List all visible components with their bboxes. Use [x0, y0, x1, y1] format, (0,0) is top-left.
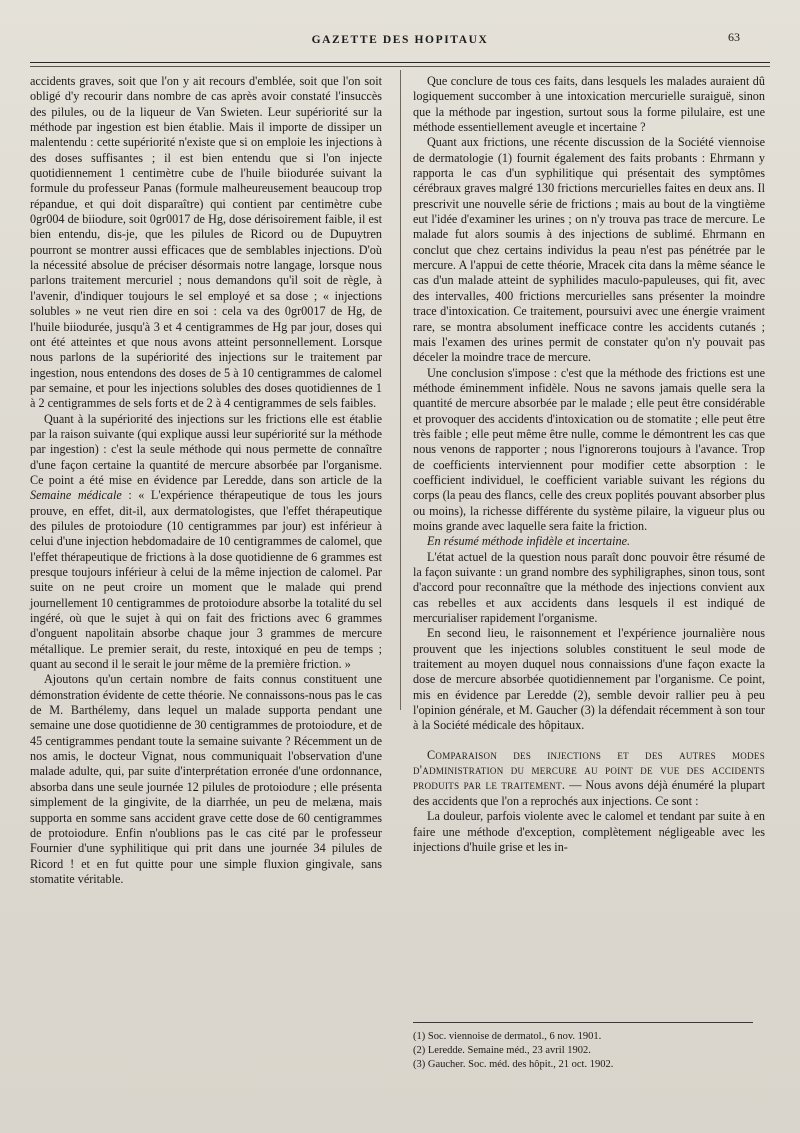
page-header	[0, 28, 800, 52]
footnote: (2) Leredde. Semaine méd., 23 avril 1902.	[413, 1045, 591, 1056]
column-separator	[400, 70, 401, 710]
footnote-rule	[413, 1022, 753, 1023]
paragraph-text: — Nous avons déjà énuméré la plupart des accidents que l'on a reprochés aux injections. Ce sont :	[413, 778, 765, 808]
paragraph: En second lieu, le raisonnement et l'expérience journalière nous prouvent que les injections solubles constituent le seul mode de traitement au moyen duquel nous connaissions d'une façon exacte la dose de mercure absorbée quotidiennement par l'organisme. Ce point, mis en évidence par Leredde (2), semble devoir rallier peu à peu l'opinion générale, et M. Gaucher (3) la défendait récemment à son tour à la Société médicale des hôpitaux.	[413, 626, 765, 733]
journal-reference: Semaine médicale	[30, 488, 122, 503]
footnotes	[413, 1030, 763, 1072]
header-rule	[30, 62, 770, 63]
right-column	[413, 74, 765, 855]
paragraph: La douleur, parfois violente avec le calomel et tendant par suite à en faire une méthode d'exception, complètement négligeable avec les injections d'huile grise et les in-	[413, 809, 765, 854]
summary-line: En résumé méthode infidèle et incertaine.	[427, 534, 631, 549]
paragraph: Que conclure de tous ces faits, dans lesquels les malades auraient dû logiquement succomber à une intoxication mercurielle suraiguë, sinon que la méthode par ingestion, surtout sous la forme pilulaire, est une méthode essentiellement aveugle et incertaine ?	[413, 74, 765, 135]
section-gap	[413, 734, 765, 748]
header-rule-thin	[30, 66, 770, 67]
section-heading-paragraph	[413, 748, 765, 809]
paragraph: Ajoutons qu'un certain nombre de faits connus constituent une démonstration évidente de cette théorie. Ne connaissons-nous pas le cas de M. Barthélemy, dans lequel un malade supporta pendant une semaine une dose quotidienne de 30 centigrammes de protoiodure, et de 45 centigrammes pendant toute la semaine suivante ? Récemment un de nos amis, le docteur Vignat, nous communiquait l'observation d'une malade adulte, qui, par suite d'interprétation erronée d'une ordonnance, absorba dans une seule journée 12 pilules de protoiodure ; elle présenta simplement de la gingivite, de la diarrhée, un peu de melæna, mais supporta en somme sans accident grave cette dose de 60 centigrammes de protoiodure. Enfin n'oublions pas le cas cité par le professeur Fournier d'une syphilitique qui prit dans une journée 34 pilules de Ricord ! et en fut quitte pour une simple fluxion gingivale, sans stomatite véritable.	[30, 672, 382, 886]
section-heading: Comparaison des injections et des autres modes d'administration du mercure au point de vue des accidents produits par le traitement.	[413, 747, 765, 793]
paragraph	[30, 412, 382, 673]
paragraph: L'état actuel de la question nous paraît donc pouvoir être résumé de la façon suivante : un grand nombre des syphiligraphes, sinon tous, sont d'accord pour reconnaître que la méthode des injections convient aux cas rebelles et aux accidents dans lesquels il est indiqué de mercurialiser rapidement l'organisme.	[413, 549, 765, 626]
paragraph-text: : « L'expérience thérapeutique de tous les jours prouve, en effet, dit-il, aux dermatologistes, que l'effet thérapeutique des pilules de protoiodure (10 centigrammes par jour) est inférieur à celui d'une injection hebdomadaire de 10 centigrammes de calomel, que l'effet thérapeutique de frictions à la dose quotidienne de 6 grammes est presque toujours inférieur à celui de la même injection de calomel. Par suite on ne peut croire un moment que le malade qui prend journellement 10 centigrammes de protoiodure absorbe la totalité du sel ingéré, où que le sujet à qui on fait des frictions avec 6 grammes d'onguent napolitain absorbe chaque jour 3 grammes de mercure métallique. Le premier serait, du reste, intoxiqué en peu de temps ; quant au second il le serait le jour même de la première friction. »	[30, 488, 382, 672]
left-column	[30, 74, 382, 887]
paragraph: Une conclusion s'impose : c'est que la méthode des frictions est une méthode éminemment infidèle. Nous ne savons jamais quelle sera la quantité de mercure absorbée par le malade ; elle peut être considérable et provoquer des accidents d'intoxication ou de stomatite ; elle peut être très faible ; elle peut même être nulle, comme le démontrent les cas que nous venons de rapporter ; nous l'ignorerons toujours à l'avance. Trop de coefficients interviennent pour modifier cette absorption : le coefficient individuel, le coefficient variable suivant les régions du corps (la peau des flancs, celle des creux poplités pouvant absorber plus ou moins), la richesse différente du système pilaire, la vigueur plus ou moins grande avec laquelle sera faite la friction.	[413, 365, 765, 533]
footnote: (3) Gaucher. Soc. méd. des hôpit., 21 oct. 1902.	[413, 1059, 614, 1070]
journal-title: GAZETTE DES HOPITAUX	[311, 34, 489, 46]
footnote: (1) Soc. viennoise de dermatol., 6 nov. 1901.	[413, 1031, 602, 1042]
paragraph-text: Quant à la supériorité des injections sur les frictions elle est établie par la raison suivante (qui explique aussi leur supériorité sur la méthode par ingestion) : c'est la seule méthode qui nous permette de connaître d'une façon certaine la quantité de mercure absorbée par l'organisme. Ce point a été mise en évidence par Leredde, dans son article de la	[30, 411, 382, 487]
paragraph: accidents graves, soit que l'on y ait recours d'emblée, soit que l'on soit obligé d'y recourir dans nombre de cas après avoir constaté l'insuccès des pilules, ou de la liqueur de Van Swieten. Leur supériorité sur la méthode par ingestion est bien établie. Mais il importe de dissiper un malentendu : cette supériorité n'existe que si on emploie les injections à des doses suffisantes ; il est bien entendu que si l'on injecte quotidiennement 1 centimètre cube de l'huile biiodurée suivant la formule du professeur Panas (formule malheureusement beaucoup trop répandue, et qui doit disparaître) qui contient par centimètre cube 0gr004 de biiodure, soit 0gr0017 de Hg, dose dérisoirement faible, il est bien entendu, dis-je, que les pilules de Ricord ou de Dupuytren pourront se montrer aussi efficaces que de semblables injections. D'où la nécessité absolue de préciser désormais notre langage, lorsque nous parlons traitement mercuriel ; nous demandons qu'il soit de règle, à l'avenir, d'indiquer toujours le sel employé et sa dose ; « injections solubles » ne veut rien dire en soi : cela va des 0gr0017 de Hg, de l'huile biiodurée, jusqu'à 3 et 4 centigrammes de Hg par jour, doses qui ont été atteintes et que nous avons atteint personnellement. Lorsque nous parlons de la supériorité des injections sur le traitement par ingestion, nous entendons des doses de 5 à 10 centigrammes de calomel par semaine, et pour les injections solubles des doses quotidiennes de 1 à 2 centigrammes de sels forts et de 2 à 4 centigrammes de sels faibles.	[30, 74, 382, 411]
paragraph: Quant aux frictions, une récente discussion de la Société viennoise de dermatologie (1) fournit également des faits probants : Ehrmann y rapporta le cas d'un syphilitique qui présentait des symptômes cérébraux graves malgré 130 frictions mercurielles faites en deux ans. Il prescrivit une nouvelle série de frictions ; mais au bout de la vingtième eut l'idée d'examiner les urines ; on n'y trouva pas trace de mercure. Le malade fut alors soumis à des injections de sublimé. Ehrmann en conclut que chez certains individus la peau n'est pas pénétrée par le mercure. A l'appui de cette théorie, Mracek cita dans la même séance le cas d'un malade atteint de syphilides maculo-papuleuses, qui fit, avec des intervalles, 400 frictions mercurielles sans présenter la moindre trace d'intoxication. Ce traitement, poursuivi avec une énergie vraiment rare, se montra absolument inefficace contre les accidents cutanés ; mais l'examen des urines permit de constater qu'on n'y pouvait pas déceler la moindre trace de mercure.	[413, 135, 765, 365]
page-number: 63	[728, 30, 740, 44]
